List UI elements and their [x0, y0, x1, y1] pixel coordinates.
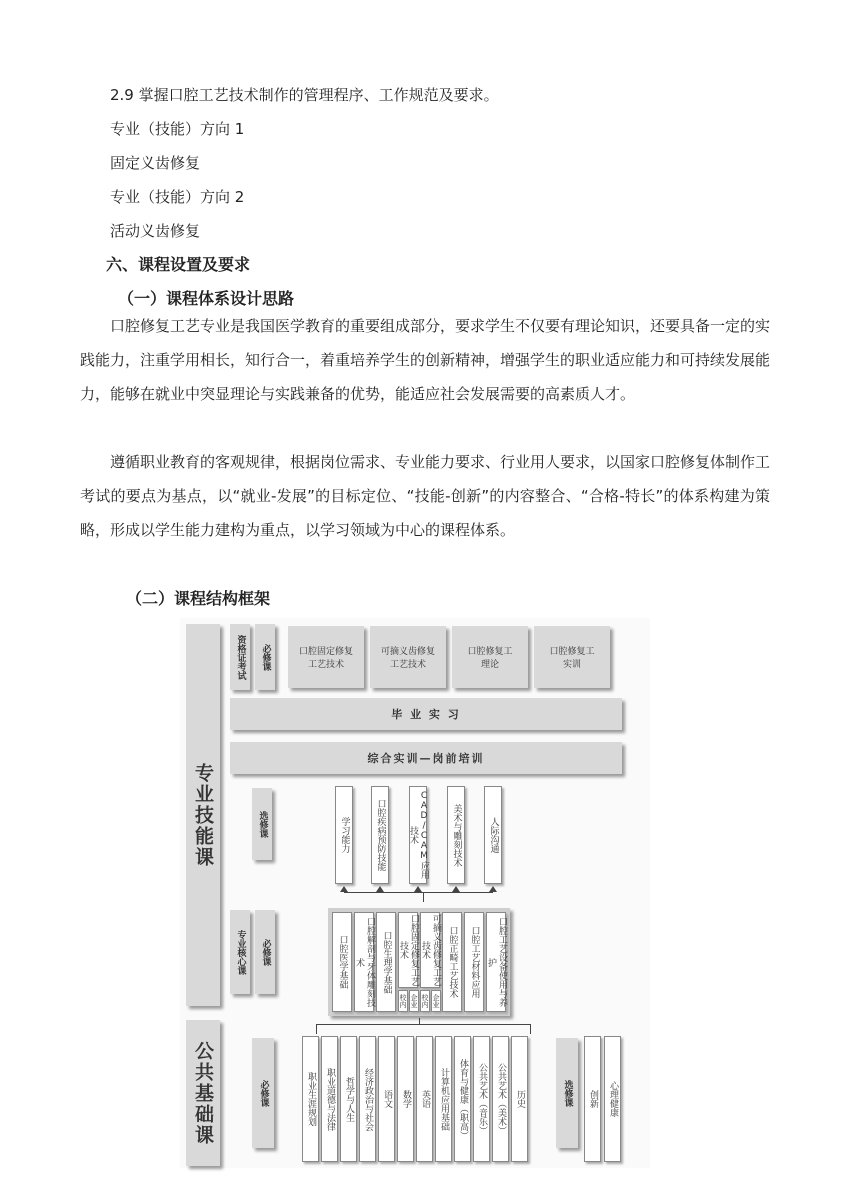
comprehensive-training-label: 综合实训—岗前培训 [367, 752, 485, 765]
public-elective-label: 选修课 [562, 1079, 573, 1107]
paragraph-design-rationale: 口腔修复工艺专业是我国医学教育的重要组成部分，要求学生不仅要有理论知识，还要具备一定的实践能力，注重学用相长，知行合一，着重培养学生的创新精神，增强学生的职业适应能力和可持续发展能力，能够在就业中突显理论与实践兼备的优势，能适应社会发展需要的高素质人才。 [80, 317, 771, 403]
elective-course-label: CAD/CAM应用技术 [408, 791, 429, 879]
core-course-box [332, 912, 352, 1012]
public-course-box [416, 1036, 433, 1162]
subsection-1-title: （一）课程体系设计思路 [118, 289, 295, 308]
core-sub-box [398, 990, 408, 1012]
core-course-box [354, 912, 374, 1012]
public-elective-course-box [604, 1036, 621, 1162]
cert-course-box [288, 626, 364, 688]
public-course-label: 公共艺术（音乐） [477, 1063, 487, 1135]
direction-2-name: 活动义齿修复 [110, 222, 201, 240]
core-sub-label: 企业 [432, 994, 440, 1008]
internship-bar [230, 698, 622, 730]
core-course-box [398, 912, 418, 988]
public-course-box [492, 1036, 509, 1162]
cert-course-box [452, 626, 528, 688]
arrow-up-icon [340, 886, 348, 892]
public-course-label: 历史 [515, 1090, 525, 1108]
public-course-box [340, 1036, 357, 1162]
elective-block [252, 788, 272, 860]
core-course-box [420, 912, 440, 988]
elective-course-label: 人际沟通 [488, 817, 499, 853]
public-course-box [321, 1036, 338, 1162]
public-course-label: 职业生涯规划 [306, 1072, 316, 1126]
cert-course-label: 口腔修复工理论 [467, 647, 513, 670]
paragraph-curriculum-strategy: 遵循职业教育的客观规律，根据岗位需求、专业能力要求、行业用人要求，以国家口腔修复体制作工考试的要点为基点，以“就业-发展”的目标定位、“技能-创新”的内容整合、“合格-特长”的体系构建为策略，形成以学生能力建构为重点，以学习领域为中心的课程体系。 [80, 453, 771, 539]
professional-skill-label: 专业技能课 [192, 762, 214, 868]
public-elective-course-label: 心理健康 [608, 1081, 618, 1117]
elective-course-label: 口腔疾病预防技能 [375, 799, 386, 871]
public-course-label: 数学 [401, 1090, 411, 1108]
core-label: 专业核心课 [235, 929, 246, 975]
core-course-box [376, 912, 396, 1012]
elective-course-label: 学习能力 [339, 817, 350, 853]
public-course-box [511, 1036, 528, 1162]
arrow-up-icon [489, 886, 497, 892]
public-elective-block [556, 1038, 578, 1148]
core-sub-box [431, 990, 441, 1012]
core-sub-label: 校内 [421, 994, 429, 1008]
public-course-label: 经济政治与社会 [363, 1067, 373, 1131]
direction-1-name: 固定义齿修复 [110, 154, 201, 172]
connector-line [316, 1024, 530, 1025]
core-required-label: 必修课 [260, 938, 271, 966]
connector-line [344, 892, 493, 893]
cert-course-label: 口腔固定修复工艺技术 [299, 647, 354, 670]
public-basic-label: 公共基础课 [192, 1040, 214, 1146]
core-course-label: 口腔医学基础 [337, 935, 348, 989]
direction-1-label: 专业（技能）方向 1 [110, 120, 245, 138]
core-sub-label: 校内 [399, 994, 407, 1008]
public-course-label: 英语 [420, 1090, 430, 1108]
cert-course-label: 口腔修复工实训 [549, 647, 595, 670]
core-course-label: 口腔工艺设备使用与养护 [486, 917, 507, 1007]
core-course-label: 口腔固定修复工艺技术 [398, 914, 419, 986]
cert-required-block [255, 624, 275, 690]
cert-course-box [534, 626, 610, 688]
core-course-box [442, 912, 462, 1012]
arrow-up-icon [376, 886, 384, 892]
core-course-box [486, 912, 506, 1012]
section-6-title: 六、课程设置及要求 [106, 255, 251, 274]
public-course-box [435, 1036, 452, 1162]
public-course-box [454, 1036, 471, 1162]
objective-2-9: 2.9 掌握口腔工艺技术制作的管理程序、工作规范及要求。 [110, 86, 499, 104]
public-course-box [359, 1036, 376, 1162]
public-course-label: 计算机应用基础 [439, 1067, 449, 1131]
elective-course-box [409, 786, 427, 884]
elective-course-label: 美术与雕刻技术 [451, 803, 462, 867]
professional-skill-block [186, 624, 220, 1006]
public-course-label: 语文 [382, 1090, 392, 1108]
core-course-label: 口腔工艺材料应用 [469, 926, 480, 998]
internship-label: 毕 业 实 习 [391, 708, 461, 721]
connector-line [419, 1018, 420, 1024]
core-sub-box [420, 990, 430, 1012]
public-basic-block [186, 1020, 220, 1166]
public-course-label: 体育与健康（职高） [458, 1058, 468, 1140]
core-course-label: 可摘义齿修复工艺技术 [420, 914, 441, 986]
comprehensive-training-bar [230, 742, 622, 774]
cert-course-box [370, 626, 446, 688]
connector-line [316, 1024, 317, 1034]
elective-course-box [371, 786, 389, 884]
subsection-2-title: （二）课程结构框架 [126, 589, 271, 608]
public-course-label: 公共艺术（美术） [496, 1063, 506, 1135]
elective-course-box [447, 786, 465, 884]
public-required-label: 必修课 [258, 1079, 269, 1107]
cert-required-label: 必修课 [260, 643, 271, 671]
public-elective-course-label: 创新 [588, 1090, 598, 1108]
core-course-label: 口腔解剖与牙体雕刻技术 [354, 917, 375, 1007]
elective-course-box [484, 786, 502, 884]
core-course-label: 口腔正畸工艺技术 [447, 926, 458, 998]
arrow-up-icon [452, 886, 460, 892]
elective-label: 选修课 [257, 810, 268, 838]
connector-line [423, 892, 424, 902]
public-course-box [302, 1036, 319, 1162]
curriculum-structure-diagram [180, 618, 650, 1168]
cert-course-label: 可摘义齿修复工艺技术 [381, 647, 436, 670]
cert-exam-label: 资格证考试 [235, 634, 246, 680]
cert-exam-block [230, 624, 250, 690]
elective-course-box [335, 786, 353, 884]
core-required-block [255, 910, 275, 994]
core-sub-box [409, 990, 419, 1012]
arrow-up-icon [414, 886, 422, 892]
core-sub-label: 企业 [410, 994, 418, 1008]
public-course-box [378, 1036, 395, 1162]
core-course-box [464, 912, 484, 1012]
public-elective-course-box [584, 1036, 601, 1162]
public-course-label: 哲学与人生 [344, 1076, 354, 1122]
public-course-box [473, 1036, 490, 1162]
core-block [230, 910, 250, 994]
public-required-block [252, 1038, 274, 1148]
direction-2-label: 专业（技能）方向 2 [110, 188, 245, 206]
core-course-label: 口腔生理学基础 [381, 930, 392, 994]
connector-line [530, 1024, 531, 1034]
public-course-box [397, 1036, 414, 1162]
public-course-label: 职业道德与法律 [325, 1067, 335, 1131]
